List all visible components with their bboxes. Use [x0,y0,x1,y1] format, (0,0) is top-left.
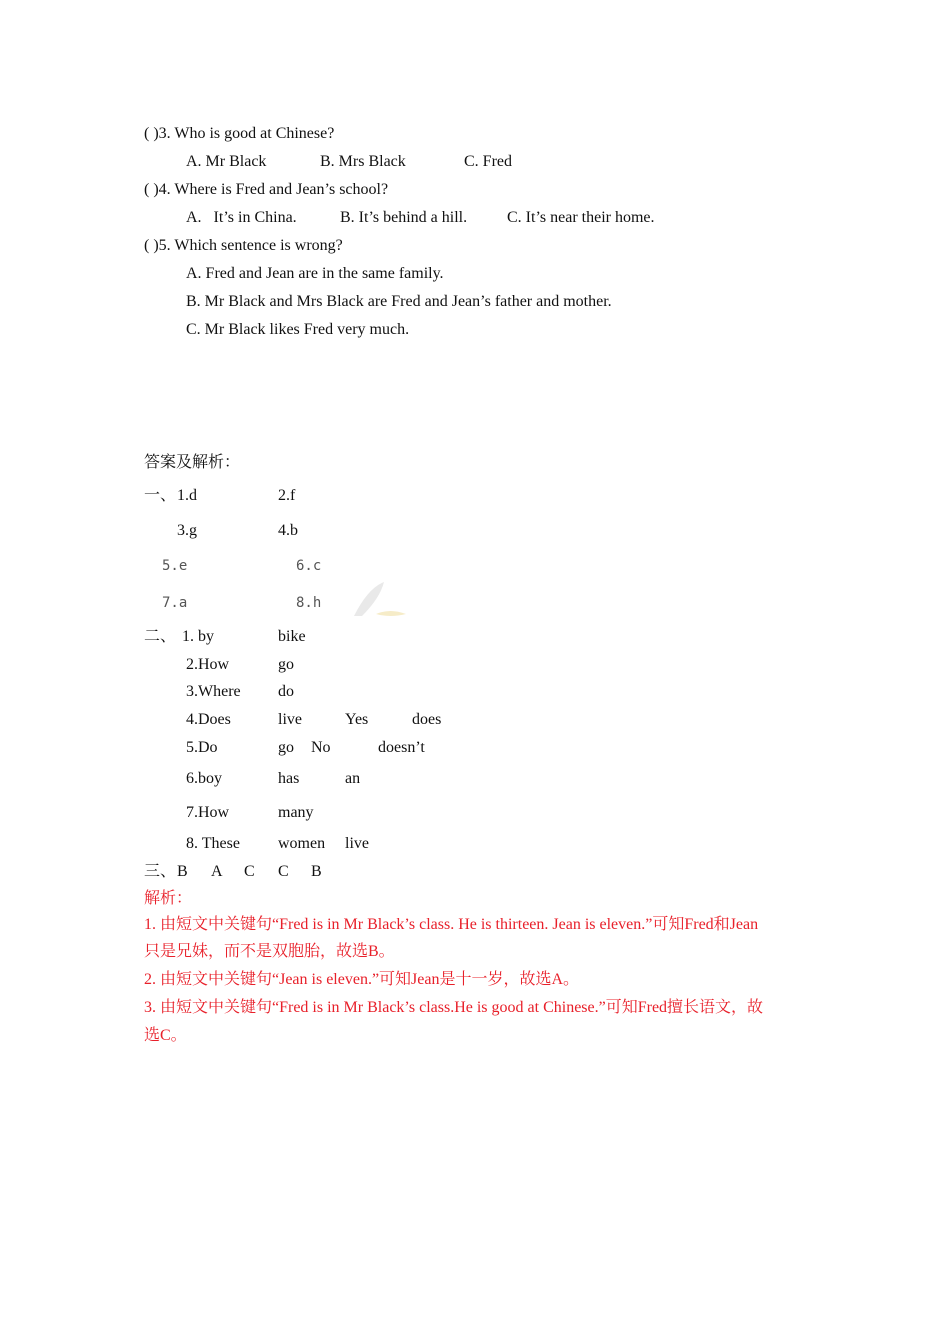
part2-cell: live [345,835,369,852]
part2-cell: 5.Do [186,739,218,756]
part2-cell: do [278,683,294,700]
part3-answer: B [177,863,188,880]
question-stem: 3. Who is good at Chinese? [158,125,335,142]
part2-cell: women [278,835,326,852]
part1-answer: 4.b [278,522,298,539]
option-b: B. It’s behind a hill. [340,209,468,226]
part2-cell: an [345,770,361,787]
part2-cell: does [412,711,442,728]
question-4 [144,180,388,200]
part2-cell: 1. by [182,628,214,645]
part2-cell: go [278,739,294,756]
question-stem: 4. Where is Fred and Jean’s school? [158,181,389,198]
analysis-line: 选C。 [144,1027,187,1044]
option-a: A. Fred and Jean are in the same family. [186,265,444,282]
answers-heading: 答案及解析： [144,454,241,471]
option-a: A. It’s in China. [186,209,297,226]
question-5 [144,236,343,256]
part2-cell: No [311,739,331,756]
analysis-line: 只是兄妹，而不是双胞胎，故选B。 [144,943,395,960]
part2-cell: Yes [345,711,369,728]
part2-cell: doesn’t [378,739,425,756]
part3-answer: B [311,863,322,880]
analysis-heading: 解析： [144,890,193,907]
part3-label: 三、 [144,863,177,880]
part1-label: 一、 [144,487,177,504]
answer-bracket: ( ) [144,237,159,254]
analysis-line: 1. 由短文中关键句“Fred is in Mr Black’s class. He is thirteen. Jean is eleven.”可知Fred和Jean [144,916,759,933]
option-a: A. Mr Black [186,153,267,170]
part2-cell: has [278,770,300,787]
part3-answer: A [211,863,223,880]
part2-cell: 4.Does [186,711,231,728]
part1-answer: 2.f [278,487,296,504]
question-stem: 5. Which sentence is wrong? [158,237,343,254]
option-c: C. Mr Black likes Fred very much. [186,321,410,338]
option-b: B. Mr Black and Mrs Black are Fred and Jean’s father and mother. [186,293,612,310]
analysis-line: 2. 由短文中关键句“Jean is eleven.”可知Jean是十一岁，故选A。 [144,971,580,988]
part2-cell: 2.How [186,656,230,673]
part1-answer: 1.d [177,487,197,504]
part1-answer: 7.a [162,595,188,611]
part2-cell: 7.How [186,804,230,821]
answer-bracket: ( ) [144,181,159,198]
part1-answer: 3.g [177,522,197,539]
part2-label: 二、 [144,628,177,645]
pen-watermark-icon [350,578,410,620]
part2-cell: go [278,656,294,673]
part3-answer: C [244,863,255,880]
part1-answer: 5.e [162,558,188,574]
part1-answer: 8.h [296,595,322,611]
question-3 [144,124,334,144]
option-c: C. Fred [464,153,512,170]
part1-answer: 6.c [296,558,322,574]
analysis-line: 3. 由短文中关键句“Fred is in Mr Black’s class.He is good at Chinese.”可知Fred擅长语文，故 [144,999,764,1016]
part2-cell: live [278,711,302,728]
part2-cell: 3.Where [186,683,241,700]
part3-answer: C [278,863,289,880]
option-b: B. Mrs Black [320,153,406,170]
answer-bracket: ( ) [144,125,159,142]
part2-cell: many [278,804,314,821]
option-c: C. It’s near their home. [507,209,655,226]
part2-cell: 6.boy [186,770,222,787]
part2-cell: 8. These [186,835,240,852]
part2-cell: bike [278,628,306,645]
